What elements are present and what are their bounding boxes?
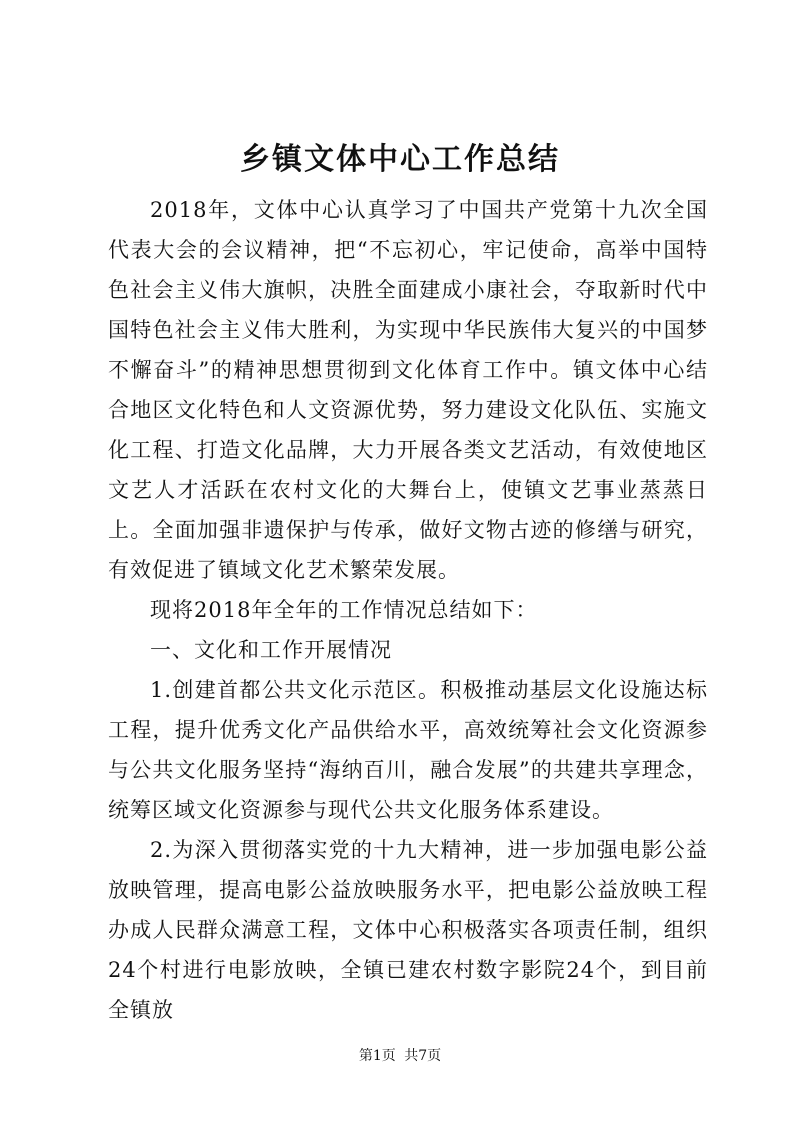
document-body xyxy=(108,190,708,1030)
paragraph-item-1: 1.创建首都公共文化示范区。积极推动基层文化设施达标工程，提升优秀文化产品供给水平，高效统筹社会文化资源参与公共文化服务坚持“海纳百川，融合发展”的共建共享理念，统筹区域文化资源参与现代公共文化服务体系建设。 xyxy=(108,678,708,822)
page-footer xyxy=(0,1046,800,1066)
paragraph-item-2: 2.为深入贯彻落实党的十九大精神，进一步加强电影公益放映管理，提高电影公益放映服务水平，把电影公益放映工程办成人民群众满意工程，文体中心积极落实各项责任制，组织24个村进行电影放映，全镇已建农村数字影院24个，到目前全镇放 xyxy=(108,838,708,1022)
paragraph-summary-lead: 现将2018年全年的工作情况总结如下： xyxy=(150,598,538,622)
page-total: 共7页 xyxy=(404,1048,442,1064)
page-number: 第1页 xyxy=(358,1048,396,1064)
paragraph-intro: 2018年，文体中心认真学习了中国共产党第十九次全国代表大会的会议精神，把“不忘初心，牢记使命，高举中国特色社会主义伟大旗帜，决胜全面建成小康社会，夺取新时代中国特色社会主义伟大胜利，为实现中华民族伟大复兴的中国梦不懈奋斗”的精神思想贯彻到文化体育工作中。镇文体中心结合地区文化特色和人文资源优势，努力建设文化队伍、实施文化工程、打造文化品牌，大力开展各类文艺活动，有效使地区文艺人才活跃在农村文化的大舞台上，使镇文艺事业蒸蒸日上。全面加强非遗保护与传承，做好文物古迹的修缮与研究，有效促进了镇域文化艺术繁荣发展。 xyxy=(108,198,708,582)
document-title: 乡镇文体中心工作总结 xyxy=(240,142,560,177)
section-heading-1: 一、文化和工作开展情况 xyxy=(150,638,392,662)
